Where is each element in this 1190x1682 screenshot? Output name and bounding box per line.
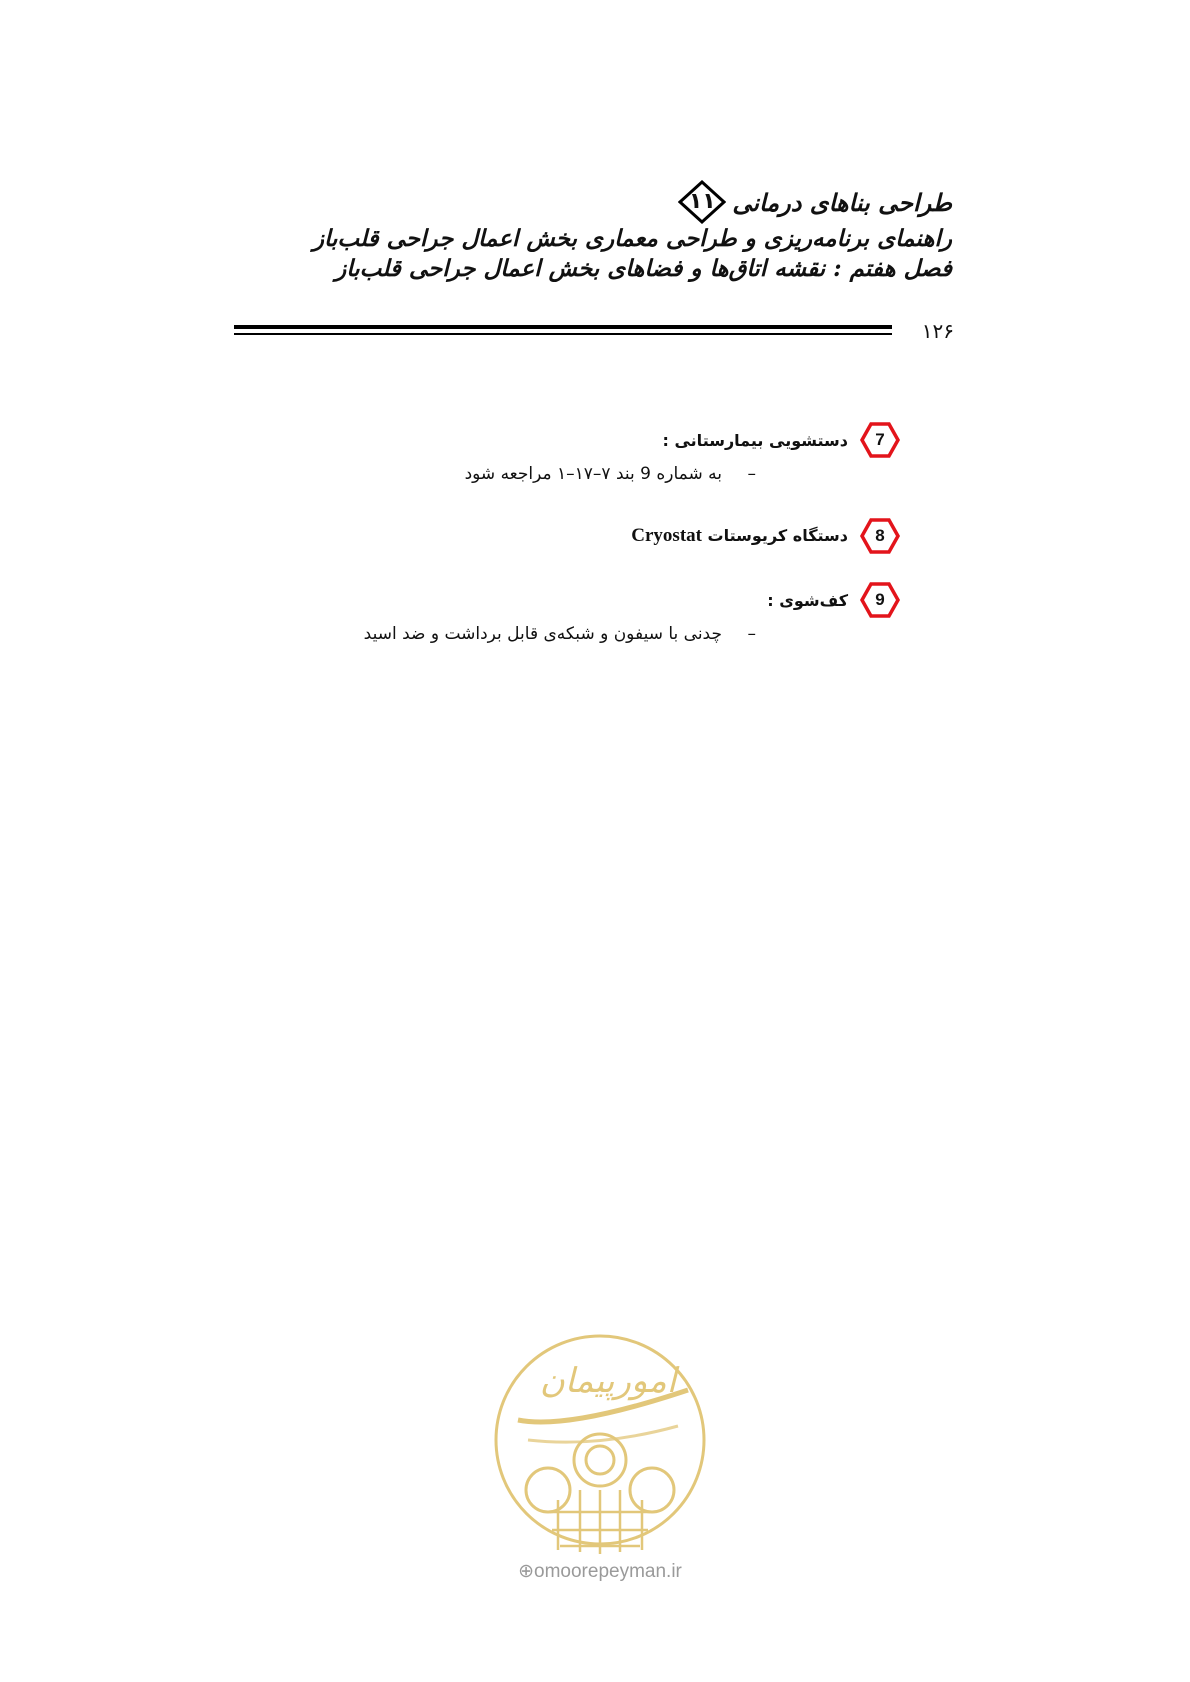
section-number: 8 [875,526,885,545]
series-number: ۱۱ [688,189,716,214]
bullet-dash: – [747,464,756,484]
bullet-item [465,464,756,484]
section-7-heading [663,422,900,458]
page-number: ۱۲۶ [921,319,954,343]
section-number: 9 [875,590,885,609]
section-8-heading [631,518,900,554]
bullet-item [364,624,756,644]
globe-icon: ⊕ [518,1561,535,1582]
bullet-dash: – [747,624,756,644]
watermark-url-text: omoorepeyman.ir [534,1561,682,1582]
watermark-url [490,1560,710,1583]
watermark-text: امورپیمان [539,1361,677,1401]
section-title-latin: Cryostat [631,525,702,546]
series-title-row [232,180,952,224]
series-title: طراحی بناهای درمانی [732,187,952,217]
watermark-logo [488,1330,712,1590]
section-9-heading [767,582,900,618]
book-subtitle: راهنمای برنامه‌ریزی و طراحی معماری بخش اعمال جراحی قلب‌باز [312,225,952,252]
rule-thin [234,333,892,335]
section-title: کف‌شوی : [767,590,848,610]
section-number: 7 [875,430,885,449]
bullet-text: به شماره 9 بند ۷–۱۷–۱ مراجعه شود [464,464,722,484]
section-title: دستشویی بیمارستانی : [662,430,848,450]
section-number-badge [860,518,900,554]
section-number-badge [860,582,900,618]
header-rule [234,316,954,346]
bullet-text: چدنی با سیفون و شبکه‌ی قابل برداشت و ضد اسید [363,624,722,644]
section-number-badge [860,422,900,458]
rule-thick [234,325,892,329]
section-title-fa: دستگاه کریوستات [707,526,848,545]
series-number-badge [678,180,726,224]
page-header [232,180,952,284]
chapter-title: فصل هفتم : نقشه اتاق‌ها و فضاهای بخش اعمال جراحی قلب‌باز [335,255,952,282]
section-title [631,525,848,547]
